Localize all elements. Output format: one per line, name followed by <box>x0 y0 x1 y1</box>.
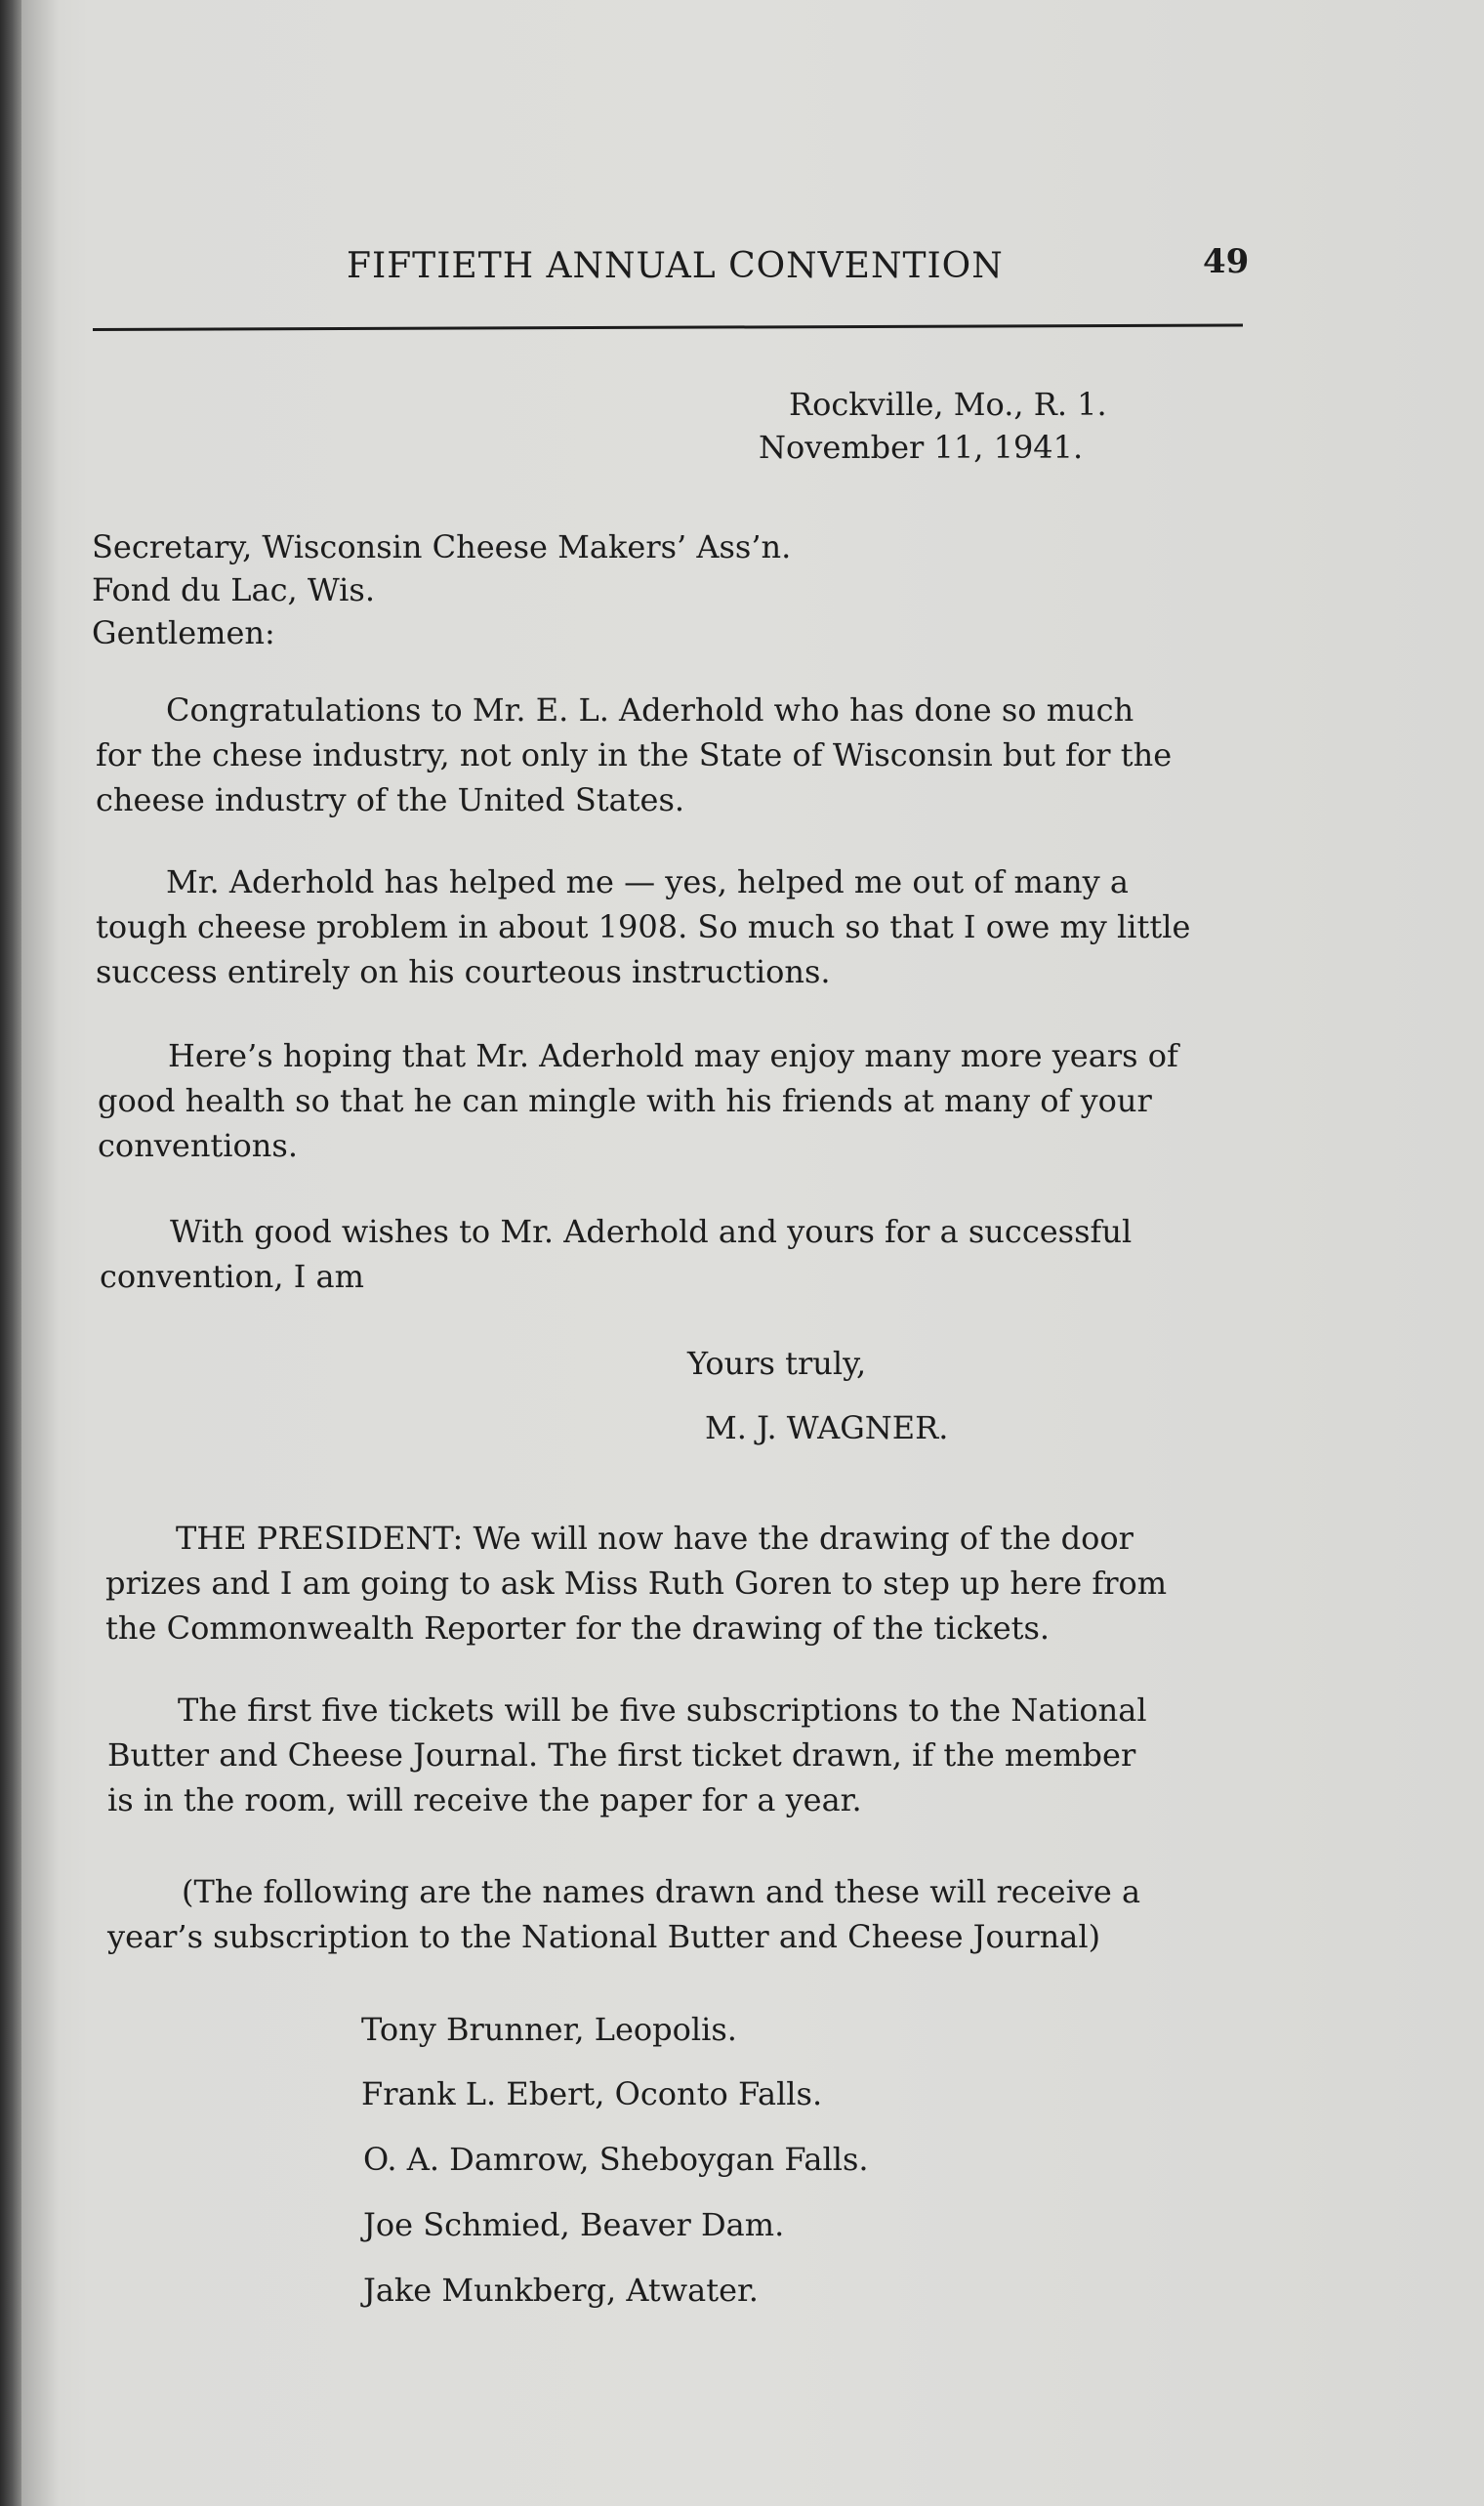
binding-shadow <box>21 0 59 2506</box>
page-number: 49 <box>1203 242 1250 281</box>
winner-list-item: Tony Brunner, Leopolis. <box>361 2011 737 2048</box>
letter-paragraph-2 <box>96 859 1248 994</box>
paragraph-line: success entirely on his courteous instructions. <box>96 953 831 990</box>
letter-paragraph-1 <box>96 688 1248 822</box>
paragraph-line: Congratulations to Mr. E. L. Aderhold who has done so much <box>166 691 1134 729</box>
paragraph-line: the Commonwealth Reporter for the drawing of the tickets. <box>105 1609 1051 1647</box>
letter-paragraph-4 <box>100 1209 1252 1299</box>
paragraph-line: Here’s hoping that Mr. Aderhold may enjoy many more years of <box>168 1037 1178 1074</box>
letter-paragraph-3 <box>98 1033 1250 1168</box>
running-header-title: FIFTIETH ANNUAL CONVENTION <box>347 246 1004 286</box>
tickets-paragraph <box>107 1688 1263 1822</box>
winner-list-item: Joe Schmied, Beaver Dam. <box>363 2206 785 2243</box>
paragraph-line: tough cheese problem in about 1908. So much so that I owe my little <box>96 908 1191 945</box>
paragraph-line: is in the room, will receive the paper for a year. <box>107 1781 862 1818</box>
header-rule <box>93 323 1243 331</box>
book-binding-edge <box>0 0 21 2506</box>
paragraph-line: cheese industry of the United States. <box>96 781 685 818</box>
paragraph-line: With good wishes to Mr. Aderhold and yours for a successful <box>170 1213 1133 1250</box>
letter-date: November 11, 1941. <box>759 429 1084 466</box>
letter-place: Rockville, Mo., R. 1. <box>789 386 1107 423</box>
letter-addressee: Secretary, Wisconsin Cheese Makers’ Ass’n. <box>92 528 792 565</box>
paragraph-line: convention, I am <box>100 1258 364 1295</box>
paragraph-line: conventions. <box>98 1127 298 1164</box>
names-drawn-paragraph <box>107 1869 1263 1959</box>
winner-list-item: Frank L. Ebert, Oconto Falls. <box>361 2075 823 2112</box>
paragraph-line: prizes and I am going to ask Miss Ruth Goren to step up here from <box>105 1565 1168 1602</box>
winner-list-item: Jake Munkberg, Atwater. <box>363 2272 759 2309</box>
paragraph-line: (The following are the names drawn and these will receive a <box>182 1873 1141 1910</box>
paragraph-line: year’s subscription to the National Butter and Cheese Journal) <box>107 1918 1101 1955</box>
letter-signature: M. J. WAGNER. <box>705 1409 949 1446</box>
paragraph-line: Mr. Aderhold has helped me — yes, helped me out of many a <box>166 863 1129 900</box>
paragraph-line: THE PRESIDENT: We will now have the drawing of the door <box>176 1520 1134 1557</box>
letter-address: Fond du Lac, Wis. <box>92 571 375 608</box>
letter-closing: Yours truly, <box>687 1345 867 1382</box>
winner-list-item: O. A. Damrow, Sheboygan Falls. <box>363 2141 869 2178</box>
paragraph-line: good health so that he can mingle with his friends at many of your <box>98 1082 1152 1119</box>
letter-salutation: Gentlemen: <box>92 614 275 651</box>
paragraph-line: Butter and Cheese Journal. The first ticket drawn, if the member <box>107 1736 1136 1774</box>
paragraph-line: The first five tickets will be five subscriptions to the National <box>178 1692 1147 1729</box>
paragraph-line: for the chese industry, not only in the State of Wisconsin but for the <box>96 736 1173 773</box>
president-paragraph <box>105 1516 1261 1650</box>
